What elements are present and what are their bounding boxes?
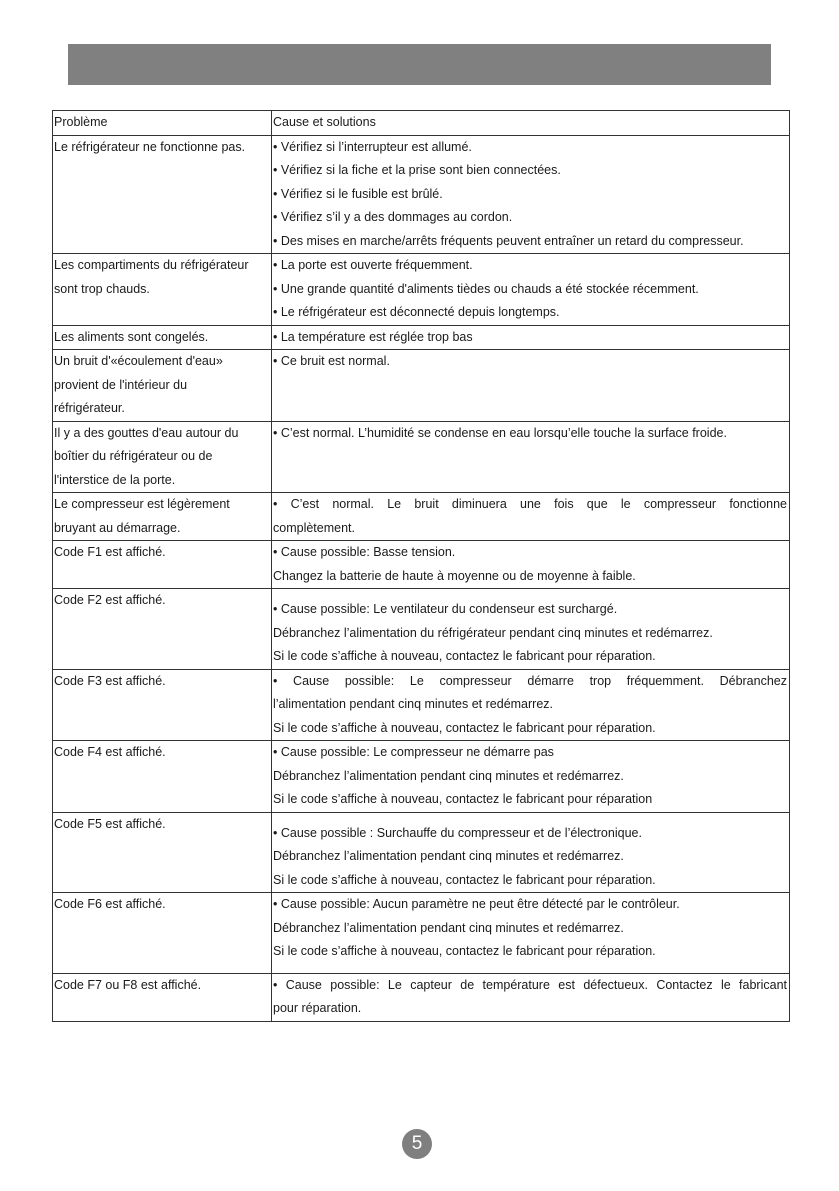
table-row <box>53 135 790 254</box>
problem-text: bruyant au démarrage. <box>54 520 181 535</box>
cause-cell <box>272 254 790 326</box>
problem-cell <box>53 135 272 254</box>
cause-text: • C’est normal. Le bruit diminuera une fois que le compresseur fonctionne <box>273 497 787 511</box>
cause-text: Changez la batterie de haute à moyenne ou de moyenne à faible. <box>273 568 636 583</box>
table-header-row <box>53 111 790 136</box>
problem-cell <box>53 589 272 670</box>
header-bar <box>68 44 771 85</box>
problem-cell <box>53 493 272 541</box>
cause-text: • La température est réglée trop bas <box>273 329 473 344</box>
problem-text: Code F7 ou F8 est affiché. <box>54 977 202 992</box>
cause-text: Si le code s’affiche à nouveau, contactez le fabricant pour réparation. <box>273 649 656 663</box>
cause-text: • Cause possible: Le compresseur démarre trop fréquemment. Débranchez <box>273 673 787 688</box>
table-row <box>53 254 790 326</box>
spacer <box>273 964 787 973</box>
table-row <box>53 325 790 350</box>
cause-cell <box>272 421 790 493</box>
spacer <box>273 813 787 822</box>
problem-text: Il y a des gouttes d'eau autour du <box>54 425 239 440</box>
cause-text: • Cause possible: Le compresseur ne démarre pas <box>273 745 554 759</box>
problem-text: Code F3 est affiché. <box>54 673 166 688</box>
cause-text: Si le code s’affiche à nouveau, contactez le fabricant pour réparation. <box>273 720 656 735</box>
cause-text: • Vérifiez si la fiche et la prise sont bien connectées. <box>273 163 561 177</box>
cause-text: • Des mises en marche/arrêts fréquents peuvent entraîner un retard du compresseur. <box>273 233 744 248</box>
cause-text: • Vérifiez si l’interrupteur est allumé. <box>273 139 472 154</box>
problem-cell <box>53 741 272 813</box>
problem-cell <box>53 325 272 350</box>
table-row <box>53 812 790 893</box>
problem-text: boîtier du réfrigérateur ou de <box>54 449 213 463</box>
cause-text: Débranchez l’alimentation pendant cinq minutes et redémarrez. <box>273 920 624 935</box>
cause-text: • Cause possible: Le capteur de température est défectueux. Contactez le fabricant <box>273 977 787 992</box>
cause-cell <box>272 669 790 741</box>
problem-text: Le réfrigérateur ne fonctionne pas. <box>54 139 246 154</box>
problem-cell <box>53 254 272 326</box>
problem-cell <box>53 350 272 422</box>
cause-text: • Cause possible : Surchauffe du compresseur et de l’électronique. <box>273 825 642 840</box>
problem-cell <box>53 812 272 893</box>
cause-cell <box>272 893 790 974</box>
cause-text: • Ce bruit est normal. <box>273 354 390 368</box>
cause-cell <box>272 350 790 422</box>
cause-cell <box>272 589 790 670</box>
spacer <box>273 589 787 598</box>
column-header-problem: Problème <box>53 111 272 136</box>
table-body <box>53 135 790 1021</box>
problem-text: Code F5 est affiché. <box>54 816 166 831</box>
problem-text: provient de l'intérieur du <box>54 377 188 392</box>
problem-text: réfrigérateur. <box>54 401 125 415</box>
problem-text: Les compartiments du réfrigérateur <box>54 258 249 272</box>
problem-cell <box>53 669 272 741</box>
troubleshooting-table <box>52 110 790 1022</box>
problem-text: l'interstice de la porte. <box>54 472 176 487</box>
problem-text: Un bruit d'«écoulement d'eau» <box>54 354 223 368</box>
problem-text: Le compresseur est légèrement <box>54 497 230 511</box>
problem-text: Code F1 est affiché. <box>54 545 166 559</box>
cause-text: • Vérifiez s’il y a des dommages au cordon. <box>273 210 513 224</box>
page-number-badge: 5 <box>402 1129 432 1159</box>
cause-text: • Cause possible: Aucun paramètre ne peut être détecté par le contrôleur. <box>273 897 680 911</box>
cause-cell <box>272 325 790 350</box>
problem-cell <box>53 421 272 493</box>
cause-cell <box>272 812 790 893</box>
table-row <box>53 669 790 741</box>
problem-text: Les aliments sont congelés. <box>54 329 209 344</box>
cause-cell <box>272 541 790 589</box>
problem-text: Code F2 est affiché. <box>54 593 166 607</box>
cause-cell <box>272 973 790 1021</box>
cause-text: • La porte est ouverte fréquemment. <box>273 258 473 272</box>
table-row <box>53 893 790 974</box>
table-row <box>53 350 790 422</box>
table-row <box>53 741 790 813</box>
cause-text: Si le code s’affiche à nouveau, contactez le fabricant pour réparation. <box>273 872 656 887</box>
cause-cell <box>272 493 790 541</box>
table-row <box>53 589 790 670</box>
table-row <box>53 973 790 1021</box>
cause-cell <box>272 135 790 254</box>
cause-text: • Cause possible: Le ventilateur du condenseur est surchargé. <box>273 602 618 616</box>
problem-cell <box>53 893 272 974</box>
cause-text: l’alimentation pendant cinq minutes et redémarrez. <box>273 697 554 711</box>
table-row <box>53 541 790 589</box>
cause-text: • C’est normal. L’humidité se condense en eau lorsqu’elle touche la surface froide. <box>273 425 727 440</box>
cause-text: complètement. <box>273 520 355 535</box>
cause-text: pour réparation. <box>273 1001 362 1015</box>
cause-text: • Vérifiez si le fusible est brûlé. <box>273 186 443 201</box>
cause-text: Si le code s’affiche à nouveau, contactez le fabricant pour réparation. <box>273 944 656 958</box>
problem-text: Code F6 est affiché. <box>54 897 166 911</box>
cause-text: • Une grande quantité d'aliments tièdes ou chauds a été stockée récemment. <box>273 281 699 296</box>
problem-cell <box>53 973 272 1021</box>
cause-cell <box>272 741 790 813</box>
problem-cell <box>53 541 272 589</box>
cause-text: Si le code s’affiche à nouveau, contactez le fabricant pour réparation <box>273 792 653 806</box>
problem-text: Code F4 est affiché. <box>54 745 166 759</box>
cause-text: • Le réfrigérateur est déconnecté depuis longtemps. <box>273 305 560 319</box>
table-row <box>53 493 790 541</box>
table-row <box>53 421 790 493</box>
cause-text: Débranchez l’alimentation du réfrigérateur pendant cinq minutes et redémarrez. <box>273 625 713 640</box>
cause-text: Débranchez l’alimentation pendant cinq minutes et redémarrez. <box>273 849 624 863</box>
problem-text: sont trop chauds. <box>54 281 150 296</box>
cause-text: Débranchez l’alimentation pendant cinq minutes et redémarrez. <box>273 768 624 783</box>
cause-text: • Cause possible: Basse tension. <box>273 545 456 559</box>
column-header-cause: Cause et solutions <box>272 111 790 136</box>
